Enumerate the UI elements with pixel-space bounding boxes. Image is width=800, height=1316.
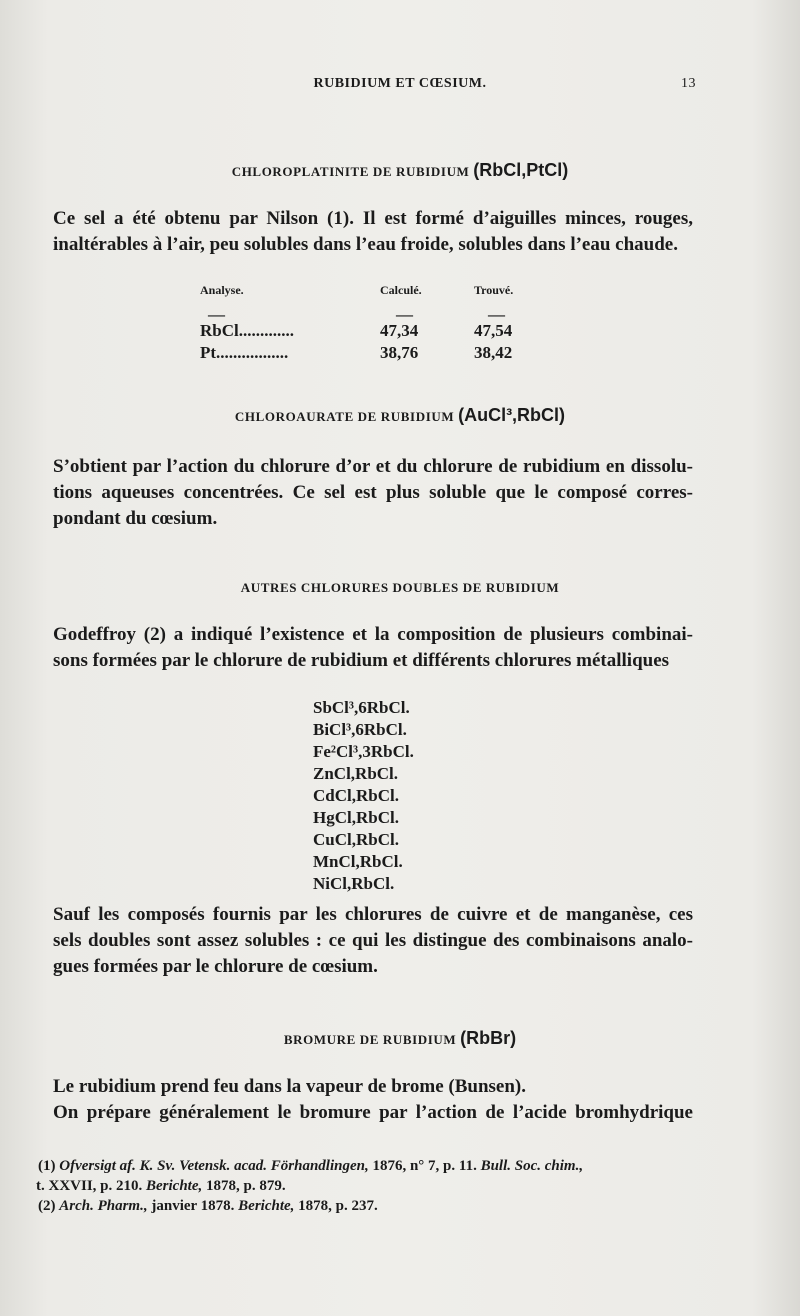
section-heading-chloroplatinite <box>0 160 800 181</box>
section-heading-chloroaurate <box>0 405 800 426</box>
list-item: ZnCl,RbCl. <box>313 764 399 783</box>
section-heading-bromure <box>0 1028 800 1049</box>
analysis-header-row <box>200 283 530 305</box>
footnote-source: Ofversigt af. K. Sv. Vetensk. acad. Förhandlingen, <box>59 1158 369 1174</box>
text-line: Le rubidium prend feu dans la vapeur de brome (Bunsen). <box>53 1076 526 1097</box>
paragraph-godeffroy <box>53 622 693 674</box>
list-item: CdCl,RbCl. <box>313 786 399 805</box>
footnote-number: (2) <box>38 1198 56 1214</box>
analysis-table <box>200 283 530 365</box>
paragraph-chloroplatinite <box>53 206 693 258</box>
text-line: sels doubles sont assez solubles : ce qui les distingue des combinaisons analo- <box>53 930 693 951</box>
list-item: Fe²Cl³,3RbCl. <box>313 742 414 761</box>
footnote-ref: 1876, n° 7, p. 11. <box>372 1158 477 1174</box>
text-line: tions aqueuses concentrées. Ce sel est plus soluble que le composé corres- <box>53 482 693 503</box>
heading-formula: (RbCl,PtCl) <box>473 160 569 180</box>
dash-mark: — <box>396 305 413 324</box>
table-cell-trouve: 47,54 <box>474 321 513 340</box>
table-row <box>200 343 530 365</box>
list-item: CuCl,RbCl. <box>313 830 399 849</box>
paragraph-bromure <box>53 1074 693 1126</box>
list-item: SbCl³,6RbCl. <box>313 698 410 717</box>
column-header-trouve: Trouvé. <box>474 283 514 297</box>
table-cell-element: Pt................. <box>200 343 289 362</box>
heading-text: CHLOROAURATE DE RUBIDIUM <box>234 409 455 424</box>
footnote-ref: janvier 1878. <box>151 1198 235 1214</box>
text-line: Ce sel a été obtenu par Nilson (1). Il est formé d’aiguilles minces, rouges, <box>53 208 693 229</box>
paragraph-chloroaurate <box>53 454 693 532</box>
heading-formula: (AuCl³,RbCl) <box>458 405 566 425</box>
text-line: Sauf les composés fournis par les chlorures de cuivre et de manganèse, ces <box>53 904 693 925</box>
list-item: BiCl³,6RbCl. <box>313 720 407 739</box>
heading-text: BROMURE DE RUBIDIUM <box>283 1032 457 1047</box>
footnote-ref: 1878, p. 879. <box>206 1178 286 1194</box>
footnote-source: Berichte, <box>238 1198 295 1214</box>
table-cell-calcule: 47,34 <box>380 321 419 340</box>
text-line: S’obtient par l’action du chlorure d’or et du chlorure de rubidium en dissolu- <box>53 456 693 477</box>
dash-mark: — <box>488 305 505 324</box>
footnotes <box>36 1156 716 1216</box>
text-line: sons formées par le chlorure de rubidium et différents chlorures métalliques <box>53 650 670 671</box>
list-item: NiCl,RbCl. <box>313 874 395 893</box>
table-row <box>200 321 530 343</box>
footnote-source: Arch. Pharm., <box>59 1198 148 1214</box>
heading-text: AUTRES CHLORURES DOUBLES DE RUBIDIUM <box>240 580 560 595</box>
running-head <box>0 76 800 98</box>
text-line: pondant du cœsium. <box>53 508 218 529</box>
footnote-source: Bull. Soc. chim., <box>480 1158 584 1174</box>
footnote-2 <box>36 1196 716 1216</box>
page-number: 13 <box>681 76 696 91</box>
text-line: On prépare généralement le bromure par l’action de l’acide bromhydrique <box>53 1102 693 1123</box>
list-item: MnCl,RbCl. <box>313 852 403 871</box>
text-line: gues formées par le chlorure de cœsium. <box>53 956 378 977</box>
heading-text: CHLOROPLATINITE DE RUBIDIUM <box>231 164 470 179</box>
formula-list <box>313 697 414 895</box>
table-cell-element: RbCl............. <box>200 321 294 340</box>
column-header-calcule: Calculé. <box>380 283 422 297</box>
footnote-1-continued <box>36 1176 716 1196</box>
column-header-analyse: Analyse. <box>200 283 244 297</box>
table-cell-calcule: 38,76 <box>380 343 419 362</box>
dash-mark: — <box>208 305 225 324</box>
text-line: inaltérables à l’air, peu solubles dans l’eau froide, solubles dans l’eau chaude. <box>53 234 678 255</box>
footnote-ref: 1878, p. 237. <box>298 1198 378 1214</box>
analysis-dash-row <box>200 305 530 324</box>
heading-formula: (RbBr) <box>460 1028 517 1048</box>
footnote-ref: t. XXVII, p. 210. <box>36 1178 143 1194</box>
running-head-title: RUBIDIUM ET CŒSIUM. <box>313 76 487 91</box>
paragraph-solubilite <box>53 902 693 980</box>
table-cell-trouve: 38,42 <box>474 343 513 362</box>
footnote-1 <box>36 1156 716 1176</box>
text-line: Godeffroy (2) a indiqué l’existence et la composition de plusieurs combinai- <box>53 624 693 645</box>
list-item: HgCl,RbCl. <box>313 808 399 827</box>
footnote-source: Berichte, <box>146 1178 203 1194</box>
footnote-number: (1) <box>38 1158 56 1174</box>
section-heading-autres-chlorures <box>0 580 800 596</box>
